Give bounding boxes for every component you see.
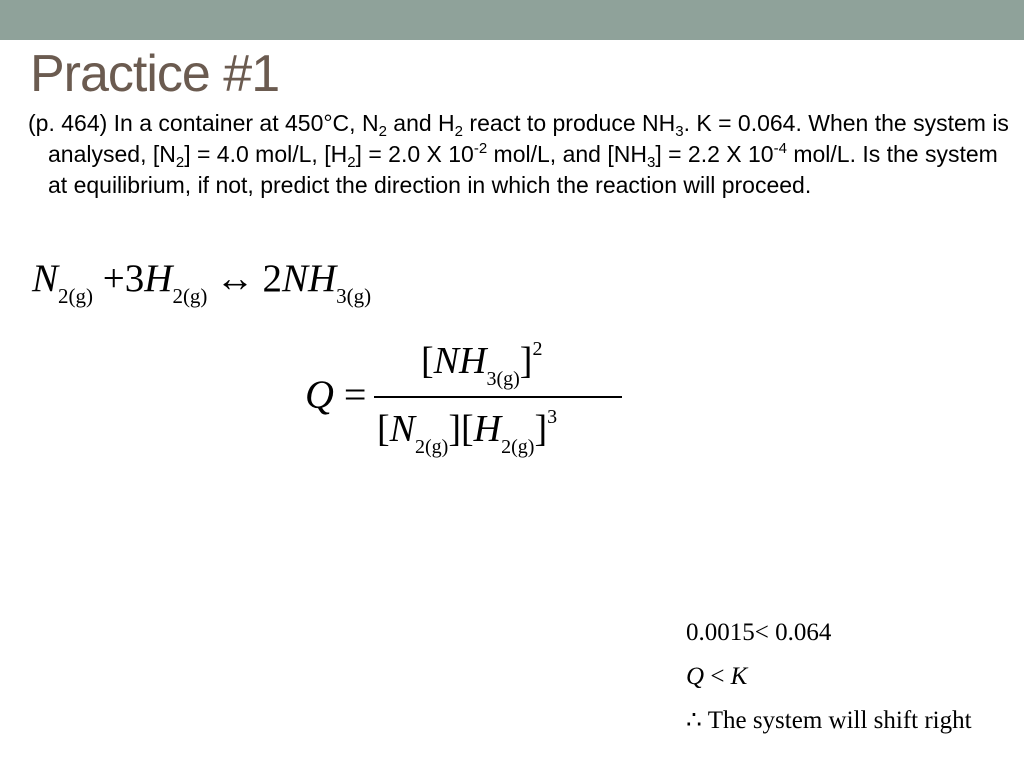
bracket: ]	[519, 340, 533, 382]
q-numerator	[421, 336, 542, 392]
equals-sign: =	[333, 372, 367, 417]
problem-text: (p. 464) In a container at 450°C, N	[28, 110, 379, 136]
reaction-equation	[32, 254, 371, 309]
bracket: ][	[448, 408, 474, 450]
problem-text: ] = 2.0 X 10	[355, 141, 474, 167]
bracket: [	[421, 340, 434, 382]
state-subscript: 2(g)	[415, 436, 449, 458]
state-subscript: 2(g)	[501, 436, 535, 458]
bracket: ]	[534, 408, 548, 450]
k-symbol: K	[730, 663, 748, 690]
subscript: 2	[175, 154, 185, 171]
state-subscript: 2(g)	[58, 284, 94, 308]
q-symbol: Q	[305, 372, 334, 417]
ammonia-symbol: NH	[281, 257, 337, 300]
problem-text: and H	[386, 110, 455, 136]
comparison-values: 0.0015< 0.064	[686, 619, 832, 646]
problem-statement	[28, 108, 1023, 201]
state-subscript: 3(g)	[336, 284, 372, 308]
superscript: -4	[773, 140, 787, 157]
q-k-comparison	[686, 661, 747, 693]
problem-text: mol/L, and [NH	[487, 141, 647, 167]
problem-text: ] = 4.0 mol/L, [H	[184, 141, 348, 167]
nitrogen-symbol: N	[32, 257, 59, 300]
superscript: -2	[473, 140, 488, 157]
q-denominator	[377, 404, 557, 460]
q-label	[305, 370, 366, 420]
hydrogen-symbol: H	[473, 408, 502, 450]
state-subscript: 3(g)	[486, 368, 520, 390]
nitrogen-symbol: N	[389, 408, 416, 450]
problem-text: ] = 2.2 X 10	[655, 141, 774, 167]
problem-text: react to produce NH	[463, 110, 676, 136]
less-than-sign: <	[704, 663, 731, 690]
coefficient-text: +3	[93, 257, 145, 300]
fraction-bar	[374, 396, 622, 398]
subscript: 2	[454, 123, 464, 140]
slide-title: Practice #1	[30, 45, 280, 103]
conclusion-statement: ∴ The system will shift right	[686, 707, 972, 734]
ammonia-symbol: NH	[433, 340, 487, 382]
problem-text: . K = 0.064. When the system is analysed, [N	[48, 110, 1009, 167]
top-accent-bar	[0, 0, 1024, 40]
exponent: 2	[532, 338, 543, 360]
problem-text: mol/L. Is the system at equilibrium, if not, predict the direction in which the reaction will proceed.	[48, 141, 998, 198]
hydrogen-symbol: H	[144, 257, 173, 300]
subscript: 3	[675, 123, 684, 140]
equilibrium-arrow-icon: ↔	[215, 257, 255, 300]
q-symbol: Q	[686, 663, 705, 690]
bracket: [	[377, 408, 390, 450]
exponent: 3	[547, 406, 558, 428]
coefficient-text: 2	[262, 257, 282, 300]
subscript: 2	[347, 154, 356, 171]
state-subscript: 2(g)	[172, 284, 208, 308]
subscript: 3	[646, 154, 656, 171]
subscript: 2	[378, 123, 387, 140]
